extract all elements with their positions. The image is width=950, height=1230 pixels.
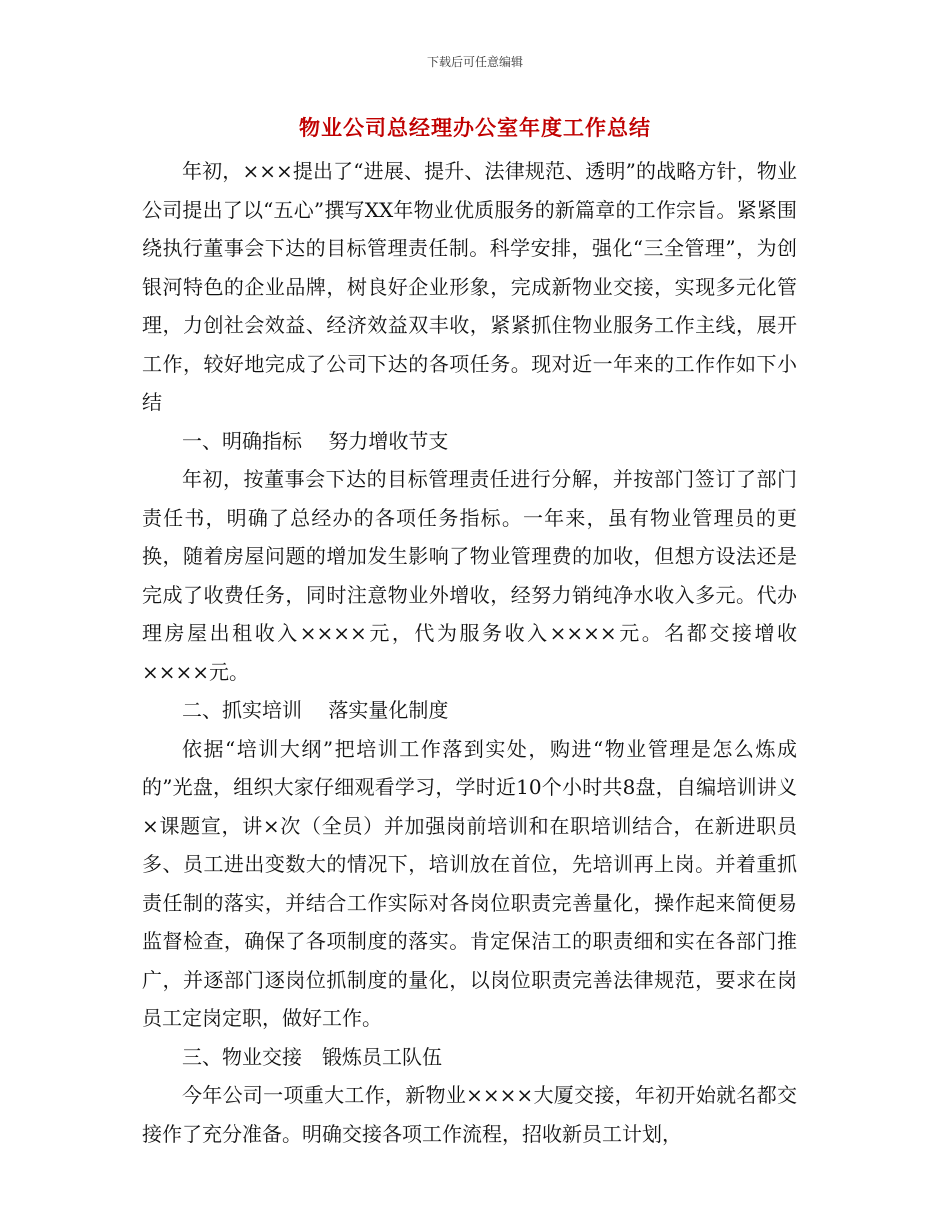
document-title: 物业公司总经理办公室年度工作总结	[299, 115, 651, 140]
paragraph-intro: 年初，×××提出了“进展、提升、法律规范、透明”的战略方针，物业公司提出了以“五心”撰写XX年物业优质服务的新篇章的工作宗旨。紧紧围绕执行董事会下达的目标管理责任制。科学安排，强化“三全管理”，为创银河特色的企业品牌，树良好企业形象，完成新物业交接，实现多元化管理，力创社会效益、经济效益双丰收，紧紧抓住物业服务工作主线，展开工作，较好地完成了公司下达的各项任务。现对近一年来的工作作如下小结	[142, 159, 797, 414]
section-heading-3: 三、物业交接 锻炼员工队伍	[182, 1044, 442, 1069]
paragraph-section-2: 依据“培训大纲”把培训工作落到实处，购进“物业管理是怎么炼成的”光盘，组织大家仔细观看学习，学时近10个小时共8盘，自编培训讲义×课题宣，讲×次（全员）并加强岗前培训和在职培训结合，在新进职员多、员工进出变数大的情况下，培训放在首位，先培训再上岗。并着重抓责任制的落实，并结合工作实际对各岗位职责完善量化，操作起来简便易监督检查，确保了各项制度的落实。肯定保洁工的职责细和实在各部门推广，并逐部门逐岗位抓制度的量化，以岗位职责完善法律规范，要求在岗员工定岗定职，做好工作。	[142, 736, 797, 1030]
section-heading-2: 二、抓实培训 落实量化制度	[182, 698, 449, 722]
paragraph-section-1: 年初，按董事会下达的目标管理责任进行分解，并按部门签订了部门责任书，明确了总经办的各项任务指标。一年来，虽有物业管理员的更换，随着房屋问题的增加发生影响了物业管理费的加收，但想方设法还是完成了收费任务，同时注意物业外增收，经努力销纯净水收入多元。代办理房屋出租收入××××元，代为服务收入××××元。名都交接增收××××元。	[142, 467, 797, 684]
paragraph-section-3: 今年公司一项重大工作，新物业××××大厦交接，年初开始就名都交接作了充分准备。明确交接各项工作流程，招收新员工计划，	[142, 1083, 797, 1146]
document-body	[142, 152, 797, 1153]
section-heading-1: 一、明确指标 努力增收节支	[182, 428, 449, 453]
header-note: 下载后可任意编辑	[426, 55, 523, 69]
